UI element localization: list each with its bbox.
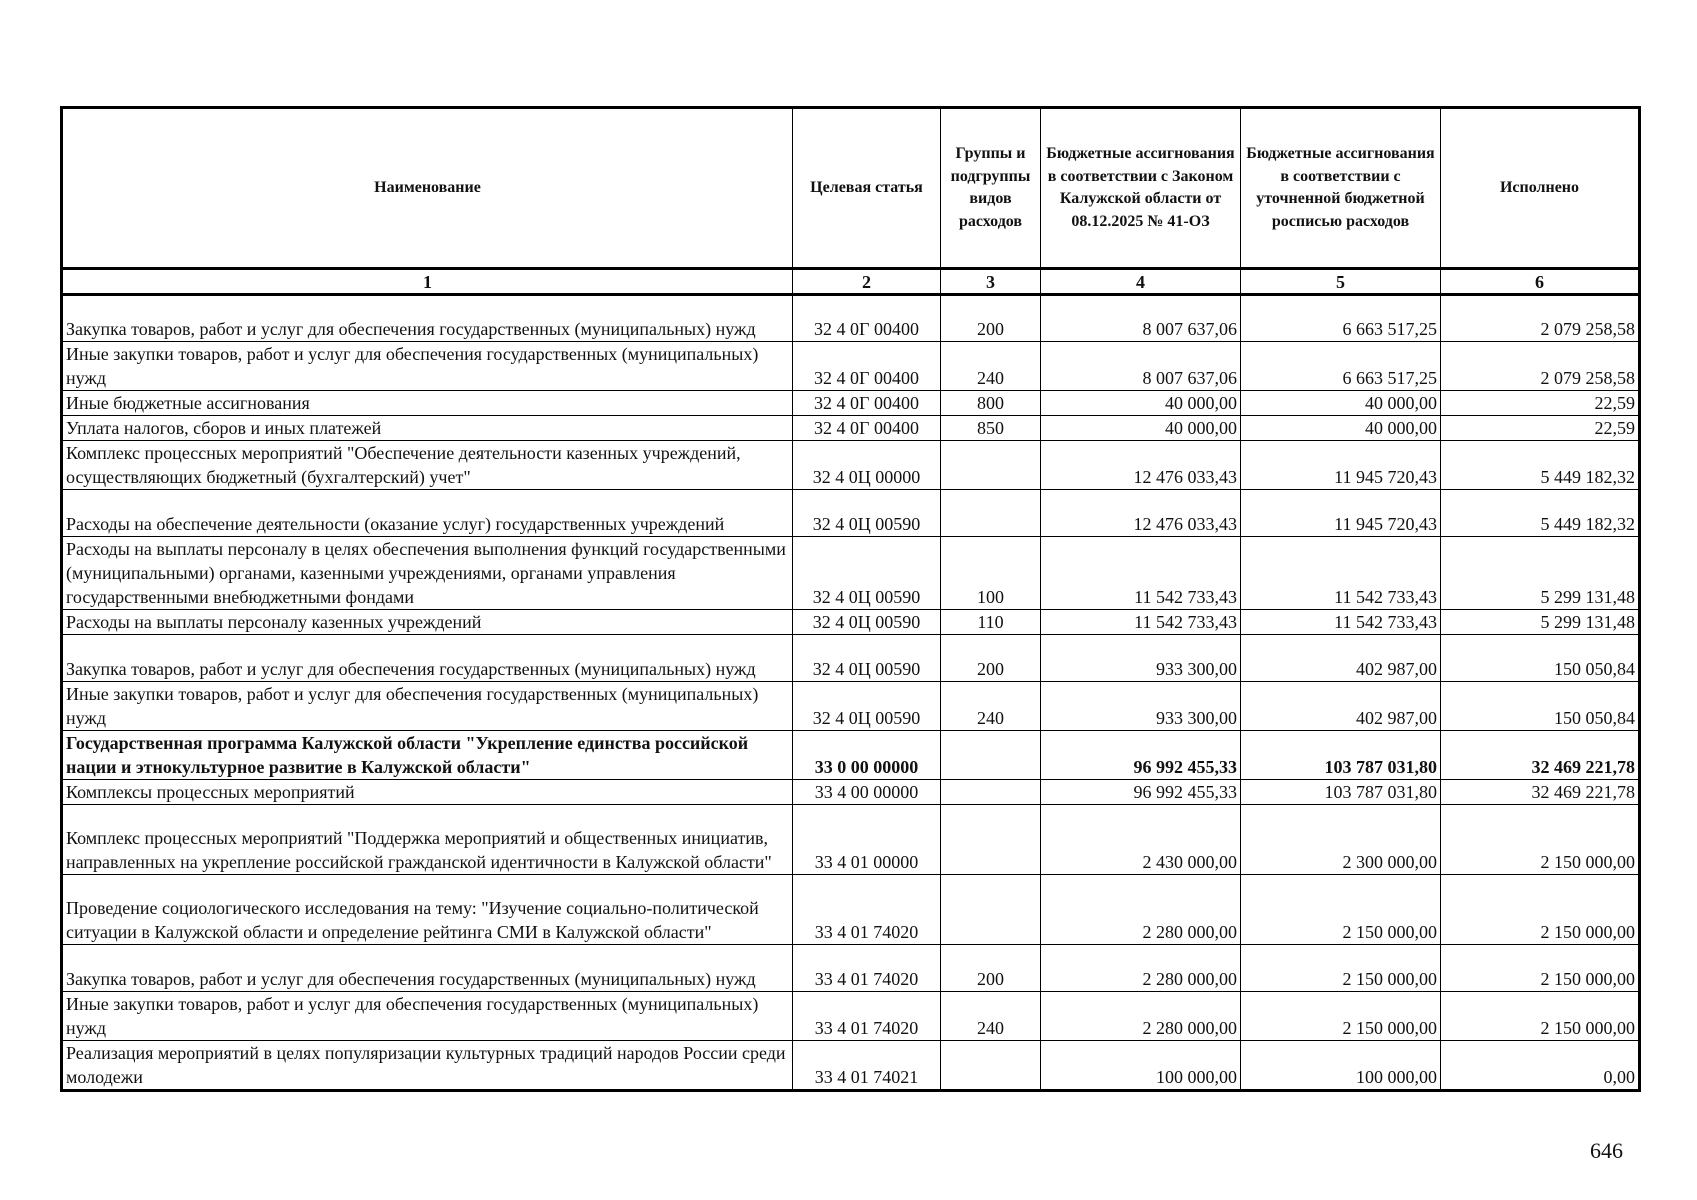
header-row [62,108,1640,269]
row-refined-amount: 2 150 000,00 [1241,945,1441,992]
row-law-amount: 12 476 033,43 [1041,490,1241,537]
row-executed-amount: 2 150 000,00 [1441,875,1640,945]
budget-execution-table [60,106,1641,1092]
row-executed-amount: 5 299 131,48 [1441,537,1640,610]
row-target-article: 32 4 0Ц 00590 [793,635,941,682]
row-law-amount: 11 542 733,43 [1041,537,1241,610]
row-refined-amount: 103 787 031,80 [1241,731,1441,780]
table-row [62,682,1640,731]
row-executed-amount: 32 469 221,78 [1441,780,1640,805]
row-law-amount: 11 542 733,43 [1041,610,1241,635]
table-row [62,875,1640,945]
row-executed-amount: 2 079 258,58 [1441,342,1640,391]
header-refined-allocations: Бюджетные ассигнования в соответствии с уточненной бюджетной росписью расходов [1241,108,1441,269]
row-target-article: 33 4 00 00000 [793,780,941,805]
row-law-amount: 933 300,00 [1041,682,1241,731]
column-number: 6 [1441,269,1640,295]
row-target-article: 33 4 01 74020 [793,875,941,945]
row-executed-amount: 2 150 000,00 [1441,992,1640,1041]
table-row [62,1041,1640,1091]
row-refined-amount: 6 663 517,25 [1241,342,1441,391]
row-expense-group: 110 [941,610,1041,635]
row-refined-amount: 40 000,00 [1241,416,1441,441]
row-target-article: 32 4 0Ц 00590 [793,610,941,635]
table-row [62,992,1640,1041]
row-expense-group: 240 [941,342,1041,391]
row-refined-amount: 11 945 720,43 [1241,490,1441,537]
row-name: Иные бюджетные ассигнования [62,391,793,416]
column-number-row [62,269,1640,295]
row-target-article: 32 4 0Ц 00590 [793,490,941,537]
row-executed-amount: 2 150 000,00 [1441,805,1640,875]
column-number: 4 [1041,269,1241,295]
table-row [62,731,1640,780]
row-name: Иные закупки товаров, работ и услуг для обеспечения государственных (муниципальных) нужд [62,682,793,731]
row-law-amount: 96 992 455,33 [1041,780,1241,805]
row-executed-amount: 32 469 221,78 [1441,731,1640,780]
table-row [62,635,1640,682]
row-refined-amount: 103 787 031,80 [1241,780,1441,805]
row-executed-amount: 22,59 [1441,416,1640,441]
row-expense-group: 800 [941,391,1041,416]
row-target-article: 33 0 00 00000 [793,731,941,780]
row-law-amount: 8 007 637,06 [1041,295,1241,342]
row-law-amount: 8 007 637,06 [1041,342,1241,391]
row-executed-amount: 2 150 000,00 [1441,945,1640,992]
header-law-allocations: Бюджетные ассигнования в соответствии с Законом Калужской области от 08.12.2025 № 41-ОЗ [1041,108,1241,269]
row-refined-amount: 402 987,00 [1241,682,1441,731]
row-expense-group [941,875,1041,945]
row-refined-amount: 6 663 517,25 [1241,295,1441,342]
table-row [62,537,1640,610]
row-law-amount: 2 280 000,00 [1041,945,1241,992]
row-expense-group: 240 [941,682,1041,731]
header-executed: Исполнено [1441,108,1640,269]
row-executed-amount: 0,00 [1441,1041,1640,1091]
row-refined-amount: 402 987,00 [1241,635,1441,682]
row-executed-amount: 150 050,84 [1441,682,1640,731]
row-target-article: 32 4 0Ц 00590 [793,682,941,731]
table-row [62,945,1640,992]
table-row [62,805,1640,875]
header-expense-groups: Группы и подгруппы видов расходов [941,108,1041,269]
row-target-article: 32 4 0Г 00400 [793,391,941,416]
row-name: Реализация мероприятий в целях популяризации культурных традиций народов России среди молодежи [62,1041,793,1091]
column-number: 3 [941,269,1041,295]
row-target-article: 33 4 01 74020 [793,945,941,992]
row-name: Расходы на обеспечение деятельности (оказание услуг) государственных учреждений [62,490,793,537]
row-expense-group: 200 [941,945,1041,992]
row-expense-group: 100 [941,537,1041,610]
row-refined-amount: 100 000,00 [1241,1041,1441,1091]
row-refined-amount: 2 150 000,00 [1241,875,1441,945]
row-law-amount: 40 000,00 [1041,416,1241,441]
column-number: 2 [793,269,941,295]
row-expense-group [941,780,1041,805]
row-name: Иные закупки товаров, работ и услуг для обеспечения государственных (муниципальных) нужд [62,342,793,391]
row-name: Расходы на выплаты персоналу в целях обеспечения выполнения функций государственными (муниципальными) органами, казенными учреждениями, органами управления государственными внебюджетными фондами [62,537,793,610]
row-law-amount: 933 300,00 [1041,635,1241,682]
row-expense-group: 200 [941,635,1041,682]
row-refined-amount: 11 542 733,43 [1241,610,1441,635]
table-row [62,416,1640,441]
row-law-amount: 100 000,00 [1041,1041,1241,1091]
row-target-article: 33 4 01 74021 [793,1041,941,1091]
row-name: Комплексы процессных мероприятий [62,780,793,805]
row-name: Закупка товаров, работ и услуг для обеспечения государственных (муниципальных) нужд [62,295,793,342]
row-expense-group: 850 [941,416,1041,441]
row-executed-amount: 2 079 258,58 [1441,295,1640,342]
row-expense-group: 240 [941,992,1041,1041]
row-name: Комплекс процессных мероприятий "Обеспечение деятельности казенных учреждений, осуществляющих бюджетный (бухгалтерский) учет" [62,441,793,490]
table-row [62,610,1640,635]
row-law-amount: 2 430 000,00 [1041,805,1241,875]
row-target-article: 32 4 0Ц 00000 [793,441,941,490]
row-executed-amount: 150 050,84 [1441,635,1640,682]
row-target-article: 32 4 0Ц 00590 [793,537,941,610]
row-executed-amount: 22,59 [1441,391,1640,416]
row-name: Иные закупки товаров, работ и услуг для обеспечения государственных (муниципальных) нужд [62,992,793,1041]
page-number: 646 [1590,1138,1623,1163]
row-law-amount: 2 280 000,00 [1041,875,1241,945]
table-row [62,490,1640,537]
column-number: 1 [62,269,793,295]
row-expense-group [941,490,1041,537]
row-name: Уплата налогов, сборов и иных платежей [62,416,793,441]
row-name: Комплекс процессных мероприятий "Поддержка мероприятий и общественных инициатив, направленных на укрепление российской гражданской идентичности в Калужской области" [62,805,793,875]
row-expense-group [941,731,1041,780]
row-refined-amount: 2 150 000,00 [1241,992,1441,1041]
header-target-article: Целевая статья [793,108,941,269]
table-row [62,441,1640,490]
table-row [62,391,1640,416]
row-executed-amount: 5 449 182,32 [1441,441,1640,490]
row-target-article: 32 4 0Г 00400 [793,416,941,441]
row-name: Государственная программа Калужской области "Укрепление единства российской нации и этнокультурное развитие в Калужской области" [62,731,793,780]
row-name: Проведение социологического исследования на тему: "Изучение социально-политической ситуации в Калужской области и определение рейтинга СМИ в Калужской области" [62,875,793,945]
row-name: Закупка товаров, работ и услуг для обеспечения государственных (муниципальных) нужд [62,945,793,992]
row-name: Закупка товаров, работ и услуг для обеспечения государственных (муниципальных) нужд [62,635,793,682]
header-name: Наименование [62,108,793,269]
row-refined-amount: 2 300 000,00 [1241,805,1441,875]
row-target-article: 32 4 0Г 00400 [793,295,941,342]
row-target-article: 33 4 01 00000 [793,805,941,875]
row-executed-amount: 5 449 182,32 [1441,490,1640,537]
table-body [62,295,1640,1091]
row-executed-amount: 5 299 131,48 [1441,610,1640,635]
column-number: 5 [1241,269,1441,295]
row-target-article: 33 4 01 74020 [793,992,941,1041]
table-row [62,342,1640,391]
row-law-amount: 2 280 000,00 [1041,992,1241,1041]
row-law-amount: 96 992 455,33 [1041,731,1241,780]
row-name: Расходы на выплаты персоналу казенных учреждений [62,610,793,635]
row-expense-group [941,441,1041,490]
row-expense-group [941,1041,1041,1091]
row-refined-amount: 40 000,00 [1241,391,1441,416]
row-refined-amount: 11 542 733,43 [1241,537,1441,610]
row-expense-group: 200 [941,295,1041,342]
row-expense-group [941,805,1041,875]
row-refined-amount: 11 945 720,43 [1241,441,1441,490]
row-law-amount: 12 476 033,43 [1041,441,1241,490]
table-row [62,780,1640,805]
row-law-amount: 40 000,00 [1041,391,1241,416]
table-row [62,295,1640,342]
row-target-article: 32 4 0Г 00400 [793,342,941,391]
